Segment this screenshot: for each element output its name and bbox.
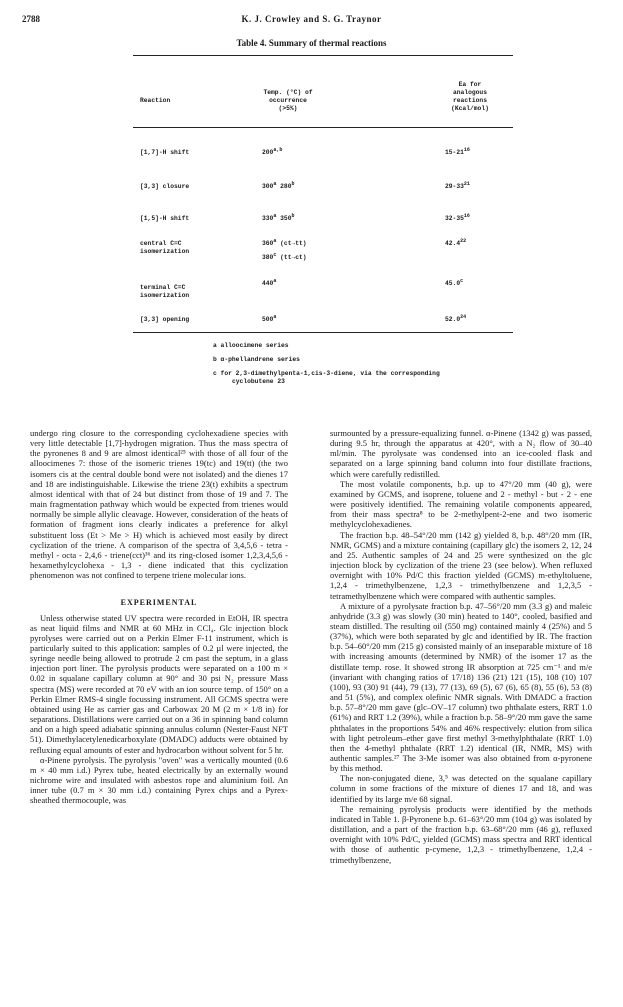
temp-cell: 440$^a$ [262,277,277,287]
body-paragraph: surmounted by a pressure-equalizing funnel. α-Pinene (1342 g) was passed, during 9.5 hr, through the apparatus at 420°, with a N₂ flow of 30–40 ml/min. The pyrolysate was condensed into an ice-cooled flask and separated on a large spinning band column into four distillate fractions, which were carefully redistilled. [330,428,592,479]
temp-cell: 360$^a$ (ct→tt) [262,237,307,247]
table-footnote-a: a alloocimene series [213,342,289,349]
temp-cell: 330$^a$ 350$^b$ [262,212,295,222]
reaction-cell-line2: isomerization [140,292,190,299]
right-text-column [330,428,592,865]
body-paragraph: The remaining pyrolysis products were identified by the methods indicated in Table 1. β-Pyronene b.p. 61–63°/20 mm (104 g) was isolated by distillation, and a part of the fraction b.p. 63–68°/20 mm (46 g), refluxed overnight with 10% Pd/C, yielded (GCMS) mass spectra and RRT identical with those of authentic p-cymene, 1,2,3 - trimethylbenzene, 1,2,4 - trimethylbenzene, [330,803,592,865]
reaction-cell: [1,7]-H shift [140,149,190,156]
table-header-rule [133,127,513,128]
temp-cell: 200$^{a,b}$ [262,146,283,156]
section-heading-experimental: EXPERIMENTAL [120,598,198,608]
ea-cell: $29-33^{21}$ [445,180,470,190]
temp-cell: 500$^a$ [262,313,277,323]
table-header-ea: Ea for analogous reactions (Kcal/mol) [451,81,489,112]
reaction-cell: [3,3] closure [140,183,190,190]
running-head-authors: K. J. Crowley and S. G. Traynor [241,14,382,24]
temp-cell: 380$^c$ (tt→ct) [262,251,307,261]
ea-cell: $15-21^{16}$ [445,146,470,156]
page-number: 2788 [22,14,40,24]
reaction-cell: central C=C [140,240,182,247]
body-paragraph: The most volatile components, b.p. up to 47°/20 mm (40 g), were examined by GCMS, and isoprene, toluene and 2 - methyl - but - 2 - ene were positively identified. The remaining volatile components appeared, from their mass spectra⁸ to be 2-methylpent-2-ene and two isomeric methylcyclohexadienes. [330,478,592,530]
ea-cell: 45.0$^c$ [445,277,464,287]
table-footnote-c: c for 2,3-dimethylpenta-1,cis-3-diene, via the corresponding [213,370,440,377]
temp-cell: 300$^a$ 280$^b$ [262,180,295,190]
table-footnote-b: b α-phellandrene series [213,356,300,363]
left-text-column [30,428,288,805]
table-bottom-rule [133,332,513,333]
table-header-reaction: Reaction [140,97,171,104]
reaction-cell: terminal C=C [140,284,186,291]
body-paragraph: The non-conjugated diene, 3,⁵ was detected on the squalane capillary column in some fractions of the mixture of dienes 17 and 18, and was identified by its large m/e 68 signal. [330,773,592,804]
reaction-cell: [3,3] opening [140,316,190,323]
table-caption: Table 4. Summary of thermal reactions [236,38,387,48]
ea-cell: 42.4$^{22}$ [445,237,467,247]
body-paragraph: A mixture of a pyrolysate fraction b.p. 47–56°/20 mm (3.3 g) and maleic anhydride (3.3 g) was slowly (30 min) heated to 140°, cooled, basified and steam distilled. The resulting oil (550 mg) contained mainly 4 (25%) and 5 (37%), which were both separated by glc and identified by IR. The fraction b.p. 54–60°/20 mm (215 g) consisted mainly of an inseparable mixture of 18 with increasing amounts (determined by NMR) of the isomer 17 as the distillate temp. rose. It showed strong IR absorption at 725 cm⁻¹ and m/e (invariant with changing ratios of 17/18) 136 (21) 121 (15), 108 (10) 107 (100), 93 (30) 91 (44), 79 (13), 77 (13), 69 (5), 67 (6), 65 (8), 55 (6), 53 (8) and 51 (5%), and complex olefinic NMR signals. With DMADC a fraction b.p. 57–8°/20 mm gave (glc–OV–17 column) two phthalate esters, RRT 1.0 (61%) and RRT 1.2 (39%), while a fraction b.p. 58–9°/20 mm gave the same phthalates in the proportions 54% and 46% respectively: elution from silica with light petroleum–ether gave first methyl 3-methylphthalate (RRT 1.0) then the 4-methyl phthalate (RRT 1.2) identical (IR, NMR, MS) with authentic samples.²⁷ The 3-Me isomer was also obtained from α-pyronene by this method. [330,600,592,774]
body-paragraph: α-Pinene pyrolysis. The pyrolysis "oven" was a vertically mounted (0.6 m × 40 mm i.d.) Pyrex tube, heated electrically by an externally wound nichrome wire and insulated with asbestos rope and aluminium foil. An inner tube (0.7 m × 30 mm i.d.) containing Pyrex chips and a Pyrex-sheathed thermocouple, was [30,754,288,806]
table-header-temp: Temp. (°C) of occurrence (>5%) [263,89,313,112]
body-paragraph: undergo ring closure to the corresponding cyclohexadiene species with very little detectable [1,7]-hydrogen migration. Thus the mass spectra of the pyronenes 8 and 9 are almost identical²⁵ with those of all four of the alloocimenes 7: those of the isomeric trienes 19(tc) and 19(tt) (the two isomers cis at the central double bond were not isolated) and the dienes 17 and 18 are indistinguishable. Likewise the triene 23(t) exhibits a spectrum almost identical with that of 24 but distinct from those of 19 and 7. The main fragmentation pathway which would be expected from trienes would normally be simple allylic cleavage. However, consideration of the heats of formation of fragment ions clearly indicates a preference for alkyl substituent loss (Et > Me > H) which is achieved most easily by direct cyclization of the triene. A comparison of the spectra of 3,4,5,6 - tetra - methyl - octa - 2,4,6 - triene(cct)³⁶ and its ring-closed isomer 1,2,3,4,5,6 - hexamethylcyclohexa - 1,3 - diene indicated that this cyclization phenomenon was not confined to terpene triene molecular ions. [30,428,288,581]
reaction-cell-line2: isomerization [140,248,190,255]
body-paragraph: Unless otherwise stated UV spectra were recorded in EtOH, IR spectra as neat liquid films and NMR at 60 MHz in CCl₄. Glc injection block pyrolyses were carried out on a Perkin Elmer F-11 instrument, which is particularly suited to this application: samples of 0.2 µl were injected, the syringe needle being allowed to protrude 2 cm past the septum, in a glass injection port liner. The pyrolysis products were separated on a 100 m × 0.02 in squalane capillary column at 90° and 30 psi N₂ pressure Mass spectra (MS) were recorded at 70 eV with an ion source temp. of 150° on a Perkin Elmer RMS-4 single focussing instrument. All GCMS spectra were obtained using He as carrier gas and Carbowax 20 M (2 m × 1/8 in) for separations. Distillations were carried out on a 36 in spinning band column and on a high speed adiabatic spinning annulus column (Nester-Faust NFT 51). Dimethylacetylenedicarboxylate (DMADC) adducts were obtained by refluxing equal amounts of ester and hydrocarbon without solvent for 5 hr. [30,612,288,755]
table-footnote-c-line2: cyclobutene 23 [232,378,285,385]
ea-cell: 52.0$^{24}$ [445,313,467,323]
table-top-rule [133,55,513,56]
body-paragraph: The fraction b.p. 48–54°/20 mm (142 g) yielded 8, b.p. 48°/20 mm (IR, NMR, GCMS) and a mixture containing (capillary glc) the isomers 2, 12, 24 and 25. Authentic samples of 24 and 25 were synthesized on the glc injection block by cyclization of the triene 23 (see below). When refluxed overnight with 10% Pd/C this fraction yielded (GCMS) m-ethyltoluene, 1,2,4 - trimethylbenzene, 1,2,3 - trimethylbenzene and 1,2,3,5 - tetramethylbenzene which were compared with authentic samples. [330,529,592,601]
ea-cell: $32-35^{16}$ [445,212,470,222]
reaction-cell: [1,5]-H shift [140,215,190,222]
